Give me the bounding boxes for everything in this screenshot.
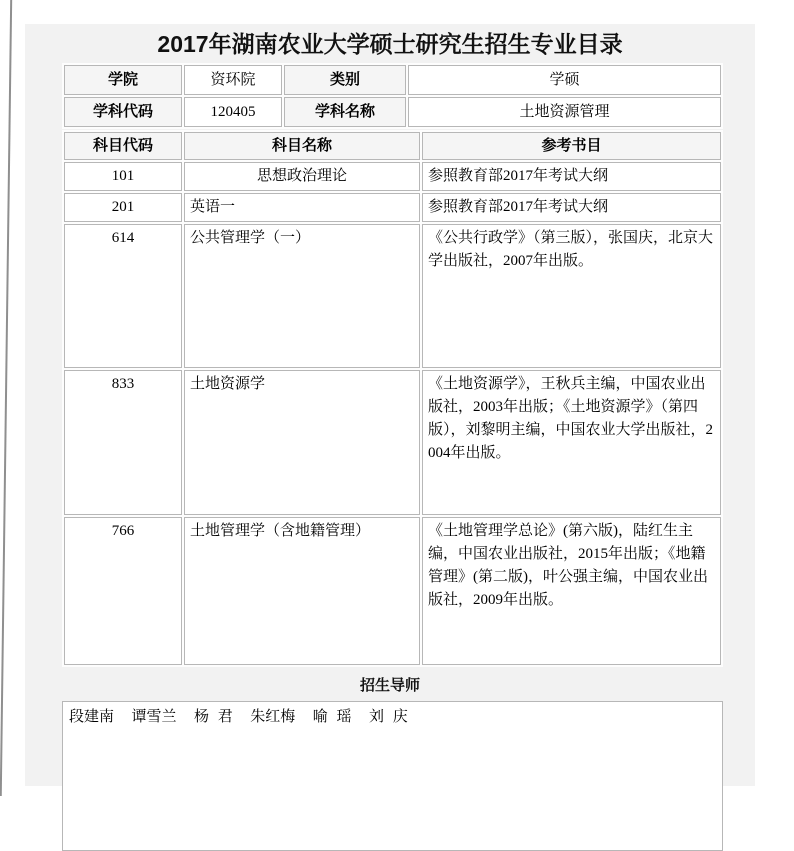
table-row xyxy=(64,65,721,95)
document-panel xyxy=(25,24,755,786)
subject-reference: 《土地管理学总论》(第六版)，陆红生主编，中国农业出版社，2015年出版；《地籍管理》(第二版)，叶公强主编，中国农业出版社，2009年出版。 xyxy=(422,517,721,665)
table-row xyxy=(64,517,721,665)
subject-code: 614 xyxy=(64,224,182,368)
subject-reference: 参照教育部2017年考试大纲 xyxy=(422,193,721,222)
subject-name: 思想政治理论 xyxy=(184,162,420,191)
subject-reference: 《公共行政学》（第三版），张国庆，北京大学出版社，2007年出版。 xyxy=(422,224,721,368)
page-title: 2017年湖南农业大学硕士研究生招生专业目录 xyxy=(157,31,623,57)
subject-name: 土地管理学（含地籍管理） xyxy=(184,517,420,665)
document-content xyxy=(62,63,723,667)
subject-code: 201 xyxy=(64,193,182,222)
table-row xyxy=(64,193,721,222)
subject-name: 公共管理学（一） xyxy=(184,224,420,368)
subject-code: 766 xyxy=(64,517,182,665)
subject-code: 101 xyxy=(64,162,182,191)
discipline-code-label: 学科代码 xyxy=(64,97,182,127)
subject-reference: 参照教育部2017年考试大纲 xyxy=(422,162,721,191)
advisors-heading: 招生导师 xyxy=(359,678,420,694)
table-row xyxy=(64,370,721,515)
subject-reference: 《土地资源学》，王秋兵主编，中国农业出版社，2003年出版；《土地资源学》（第四版），刘黎明主编，中国农业大学出版社，2004年出版。 xyxy=(422,370,721,515)
table-row xyxy=(64,97,721,127)
reference-books-header: 参考书目 xyxy=(422,132,721,160)
program-info-table xyxy=(62,63,723,129)
subject-code-header: 科目代码 xyxy=(64,132,182,160)
subjects-header-row xyxy=(64,132,721,160)
table-row xyxy=(64,224,721,368)
discipline-name-label: 学科名称 xyxy=(284,97,406,127)
table-row xyxy=(64,162,721,191)
subject-name-header: 科目名称 xyxy=(184,132,420,160)
page-edge-line xyxy=(0,0,12,796)
college-label: 学院 xyxy=(64,65,182,95)
subjects-table xyxy=(62,130,723,667)
subject-name: 英语一 xyxy=(184,193,420,222)
subject-name: 土地资源学 xyxy=(184,370,420,515)
college-value: 资环院 xyxy=(184,65,282,95)
category-value: 学硕 xyxy=(408,65,721,95)
discipline-name-value: 土地资源管理 xyxy=(408,97,721,127)
advisors-names-box: 段建南 谭雪兰 杨 君 朱红梅 喻 瑶 刘 庆 xyxy=(62,701,723,851)
category-label: 类别 xyxy=(284,65,406,95)
subject-code: 833 xyxy=(64,370,182,515)
discipline-code-value: 120405 xyxy=(184,97,282,127)
